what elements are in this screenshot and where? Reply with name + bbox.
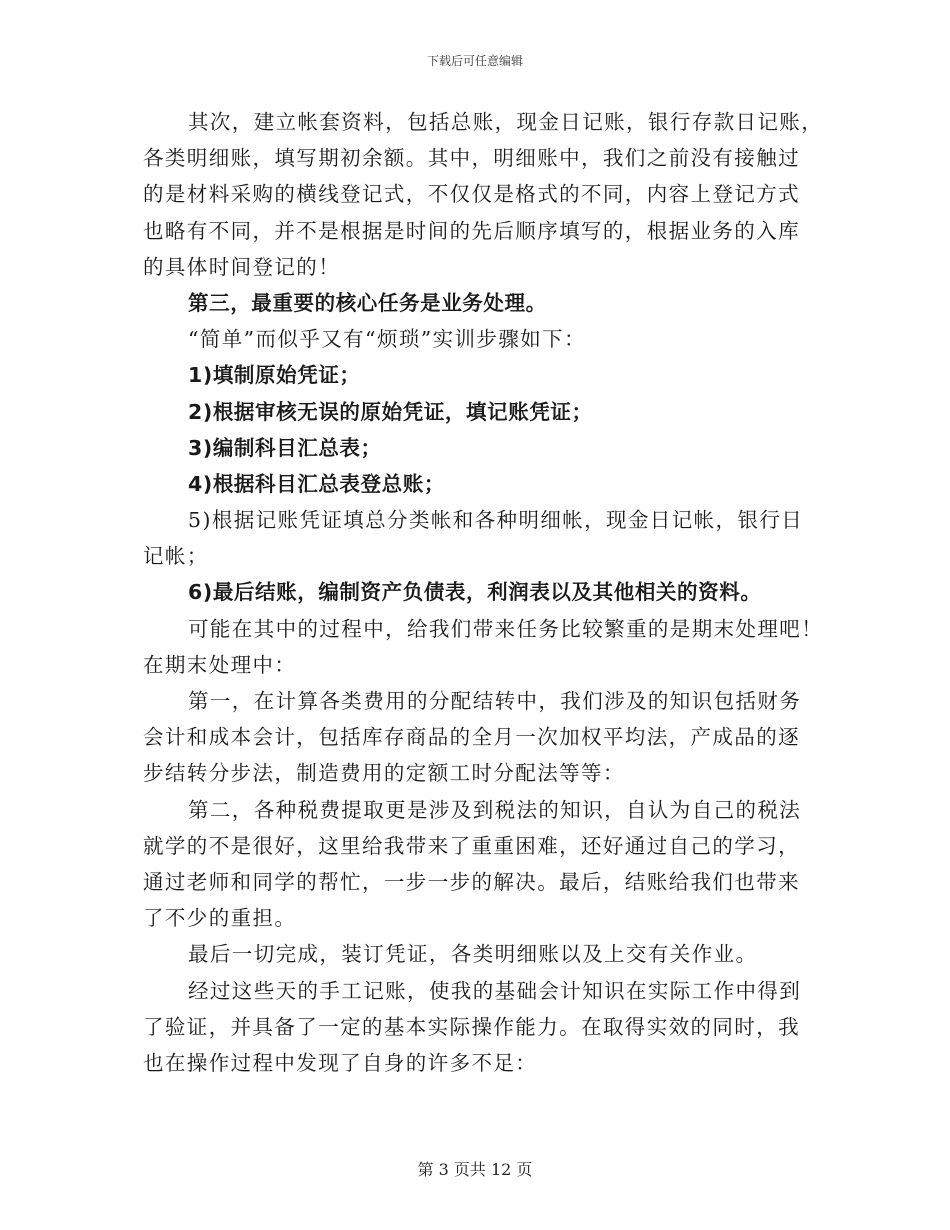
text-line: 最后一切完成，装订凭证，各类明细账以及上交有关作业。 (188, 942, 758, 967)
text-line: 5)根据记账凭证填总分类帐和各种明细帐，现金日记帐，银行日 (188, 508, 804, 533)
text-line: 经过这些天的手工记账，使我的基础会计知识在实际工作中得到 (188, 978, 802, 1003)
page-header: 下载后可任意编辑 (426, 54, 523, 68)
text-line: 了不少的重担。 (143, 906, 297, 931)
text-line: 了验证，并具备了一定的基本实际操作能力。在取得实效的同时，我 (143, 1014, 800, 1039)
text-line: 2)根据审核无误的原始凭证，填记账凭证； (188, 399, 593, 424)
text-line: 第二，各种税费提取更是涉及到税法的知识，自认为自己的税法 (188, 797, 802, 822)
text-line: 1)填制原始凭证； (188, 363, 361, 388)
text-line: 第三，最重要的核心任务是业务处理。 (188, 290, 547, 315)
text-line: 第一，在计算各类费用的分配结转中，我们涉及的知识包括财务 (188, 689, 802, 713)
text-line: 记帐； (143, 544, 209, 569)
text-line: 也在操作过程中发现了自身的许多不足： (143, 1050, 538, 1075)
text-line: “简单”而似乎又有“烦琐”实训步骤如下： (188, 327, 586, 352)
text-line: 的具体时间登记的！ (143, 254, 341, 279)
text-line: 也略有不同，并不是根据是时间的先后顺序填写的，根据业务的入库 (143, 218, 800, 243)
text-line: 各类明细账，填写期初余额。其中，明细账中，我们之前没有接触过 (143, 146, 800, 171)
text-line: 通过老师和同学的帮忙，一步一步的解决。最后，结账给我们也带来 (143, 869, 800, 894)
text-line: 3)编制科目汇总表； (188, 435, 382, 460)
text-line: 其次，建立帐套资料，包括总账，现金日记账，银行存款日记账， (188, 110, 824, 134)
document-body (143, 104, 824, 1081)
text-line: 的是材料采购的横线登记式，不仅仅是格式的不同，内容上登记方式 (143, 182, 800, 207)
text-line: 在期末处理中： (143, 652, 297, 677)
text-line: 会计和成本会计，包括库存商品的全月一次加权平均法，产成品的逐 (143, 725, 800, 750)
text-line: 就学的不是很好，这里给我带来了重重困难，还好通过自己的学习， (143, 833, 800, 858)
text-line: 6)最后结账，编制资产负债表，利润表以及其他相关的资料。 (188, 580, 762, 605)
text-line: 步结转分步法，制造费用的定额工时分配法等等： (143, 761, 625, 786)
text-line: 可能在其中的过程中，给我们带来任务比较繁重的是期末处理吧！ (188, 616, 824, 641)
page-number: 第 3 页共 12 页 (417, 1160, 533, 1179)
text-line: 4)根据科目汇总表登总账； (188, 471, 445, 496)
